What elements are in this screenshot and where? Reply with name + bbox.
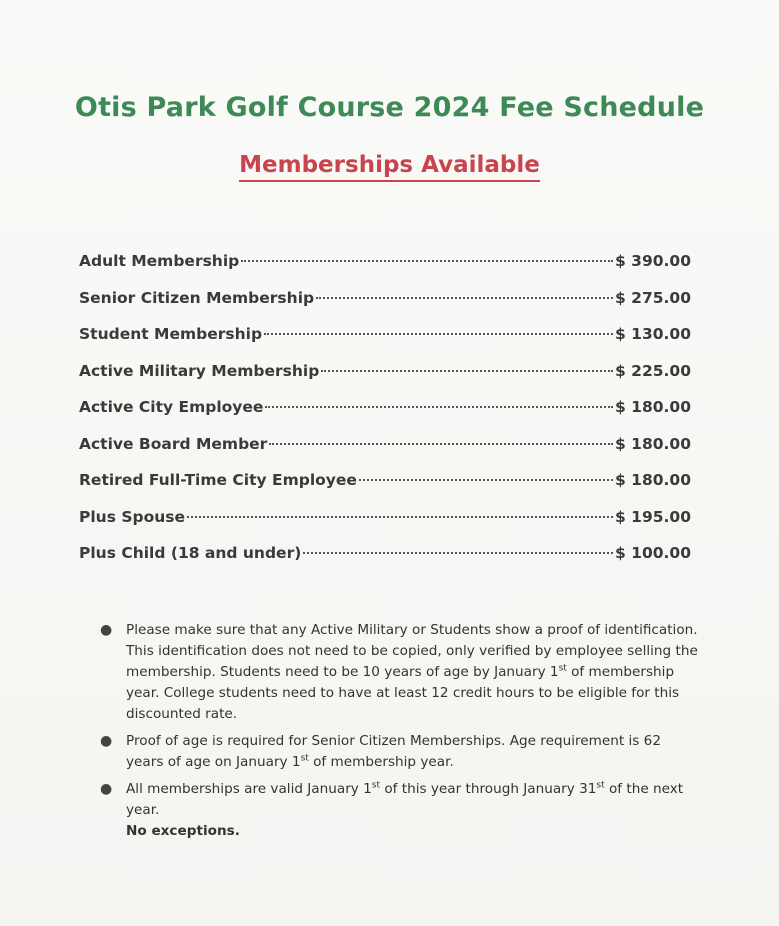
dot-leader bbox=[316, 297, 613, 299]
dot-leader bbox=[265, 406, 613, 408]
fee-label: Student Membership bbox=[79, 325, 263, 343]
fee-label: Plus Child (18 and under) bbox=[79, 544, 302, 562]
note-item bbox=[100, 731, 700, 773]
dot-leader bbox=[321, 370, 613, 372]
fee-row bbox=[79, 435, 691, 472]
bullet-icon: ● bbox=[100, 733, 113, 749]
page-title: Otis Park Golf Course 2024 Fee Schedule bbox=[74, 92, 705, 123]
note-text-part: of this year through January 31 bbox=[380, 781, 597, 797]
note-text-part: Please make sure that any Active Military or Students show a proof of identification. This identification does not need to be copied, only verified by employee selling the membership. Students need to be 10 years of age by January 1 bbox=[126, 622, 698, 680]
note-item bbox=[100, 779, 700, 842]
ordinal-suffix: st bbox=[596, 780, 605, 791]
dot-leader bbox=[303, 552, 613, 554]
dot-leader bbox=[187, 516, 613, 518]
ordinal-suffix: st bbox=[300, 753, 309, 764]
fee-label: Senior Citizen Membership bbox=[79, 288, 315, 307]
note-text-part: All memberships are valid January 1 bbox=[126, 781, 372, 797]
fee-price: $ 180.00 bbox=[615, 471, 691, 489]
fee-row bbox=[79, 252, 691, 289]
fee-row bbox=[79, 471, 691, 508]
section-subtitle bbox=[0, 152, 779, 178]
ordinal-suffix: st bbox=[371, 780, 381, 791]
fee-row bbox=[79, 289, 691, 326]
bullet-icon: ● bbox=[100, 781, 113, 797]
fee-row bbox=[79, 544, 691, 581]
note-text-part: of membership year. bbox=[308, 754, 454, 770]
fee-row bbox=[79, 398, 691, 435]
dot-leader bbox=[241, 260, 613, 262]
note-text-part: of membership year. College students need to have at least 12 credit hours to be eligible for this discounted rate. bbox=[126, 664, 680, 722]
fee-row bbox=[79, 362, 691, 399]
bullet-icon: ● bbox=[100, 622, 113, 638]
fee-label: Active Board Member bbox=[79, 434, 268, 453]
fee-price: $ 180.00 bbox=[615, 398, 691, 416]
fee-label: Plus Spouse bbox=[79, 507, 186, 526]
fee-label: Retired Full-Time City Employee bbox=[79, 471, 357, 489]
fee-row bbox=[79, 508, 691, 545]
ordinal-suffix: st bbox=[558, 663, 567, 674]
fee-label: Active Military Membership bbox=[79, 361, 320, 380]
notes-list bbox=[100, 620, 700, 848]
fee-price: $ 180.00 bbox=[615, 434, 691, 453]
fee-price: $ 390.00 bbox=[615, 252, 691, 270]
fee-label: Active City Employee bbox=[79, 398, 264, 416]
fee-label: Adult Membership bbox=[79, 252, 240, 270]
note-text bbox=[126, 779, 700, 842]
note-text-part: of the next year. bbox=[126, 781, 684, 818]
fee-list bbox=[79, 252, 691, 581]
fee-price: $ 130.00 bbox=[615, 325, 691, 343]
dot-leader bbox=[269, 443, 613, 445]
fee-price: $ 195.00 bbox=[615, 507, 691, 526]
fee-price: $ 100.00 bbox=[615, 544, 691, 562]
note-text-part: Proof of age is required for Senior Citizen Memberships. Age requirement is 62 years of age on January 1 bbox=[126, 733, 661, 770]
note-text bbox=[126, 731, 700, 773]
note-text bbox=[126, 620, 700, 725]
dot-leader bbox=[264, 333, 613, 335]
fee-price: $ 225.00 bbox=[615, 361, 691, 380]
fee-price: $ 275.00 bbox=[615, 288, 691, 307]
note-item bbox=[100, 620, 700, 725]
dot-leader bbox=[359, 479, 613, 481]
fee-row bbox=[79, 325, 691, 362]
note-emphasis: No exceptions. bbox=[126, 823, 240, 839]
subtitle-text: Memberships Available bbox=[239, 152, 540, 182]
